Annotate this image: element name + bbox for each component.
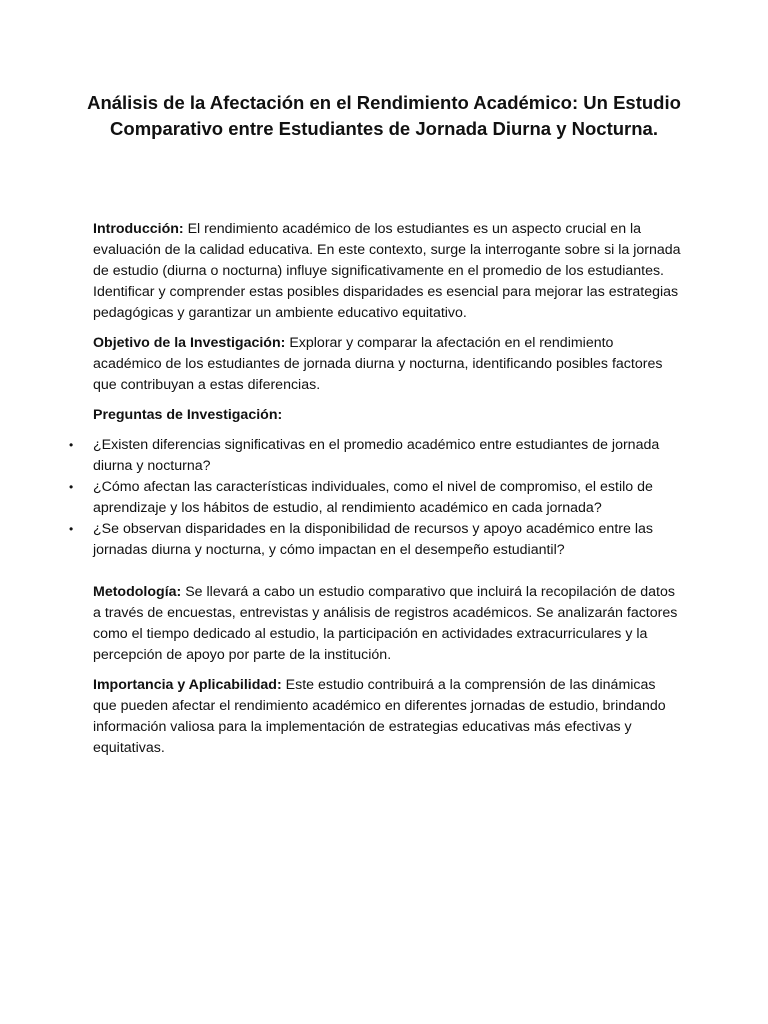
objetivo-label: Objetivo de la Investigación:: [93, 335, 286, 351]
bullet-icon: •: [69, 522, 74, 536]
introduccion-paragraph: [93, 219, 683, 324]
metodologia-label: Metodología:: [93, 584, 182, 600]
list-item: [69, 477, 683, 519]
document-body: [69, 219, 683, 768]
introduccion-label: Introducción:: [93, 221, 184, 237]
metodologia-paragraph: [93, 582, 683, 666]
importancia-label: Importancia y Aplicabilidad:: [93, 677, 282, 693]
bullet-icon: •: [69, 480, 74, 494]
preguntas-heading-paragraph: [93, 405, 683, 426]
list-item: [69, 435, 683, 477]
metodologia-text: Se llevará a cabo un estudio comparativo que incluirá la recopilación de datos a través de encuestas, entrevistas y análisis de registros académicos. Se analizarán factores como el tiempo dedicado al estudio, la participación en actividades extracurriculares y la percepción de apoyo por parte de la institución.: [93, 584, 678, 663]
pregunta-text: ¿Se observan disparidades en la disponibilidad de recursos y apoyo académico entre las jornadas diurna y nocturna, y cómo impactan en el desempeño estudiantil?: [93, 521, 653, 558]
pregunta-text: ¿Existen diferencias significativas en el promedio académico entre estudiantes de jornada diurna y nocturna?: [93, 437, 660, 474]
bullet-icon: •: [69, 438, 74, 452]
list-item: [69, 519, 683, 561]
importancia-text: Este estudio contribuirá a la comprensión de las dinámicas que pueden afectar el rendimiento académico en diferentes jornadas de estudio, brindando información valiosa para la implementación de estrategias educativas más efectivas y equitativas.: [93, 677, 666, 756]
section-spacer: [93, 561, 683, 582]
document-title: Análisis de la Afectación en el Rendimiento Académico: Un Estudio Comparativo entre Estudiantes de Jornada Diurna y Nocturna.: [87, 92, 681, 139]
preguntas-list: [69, 435, 683, 561]
preguntas-label: Preguntas de Investigación:: [93, 407, 283, 423]
pregunta-text: ¿Cómo afectan las características individuales, como el nivel de compromiso, el estilo de aprendizaje y los hábitos de estudio, al rendimiento académico en cada jornada?: [93, 479, 653, 516]
objetivo-paragraph: [93, 333, 683, 396]
introduccion-text: El rendimiento académico de los estudiantes es un aspecto crucial en la evaluación de la calidad educativa. En este contexto, surge la interrogante sobre si la jornada de estudio (diurna o nocturna) influye significativamente en el promedio de los estudiantes. Identificar y comprender estas posibles disparidades es esencial para mejorar las estrategias pedagógicas y garantizar un ambiente educativo equitativo.: [93, 221, 681, 321]
importancia-paragraph: [93, 675, 683, 759]
objetivo-text: Explorar y comparar la afectación en el rendimiento académico de los estudiantes de jornada diurna y nocturna, identificando posibles factores que contribuyan a estas diferencias.: [93, 335, 663, 393]
